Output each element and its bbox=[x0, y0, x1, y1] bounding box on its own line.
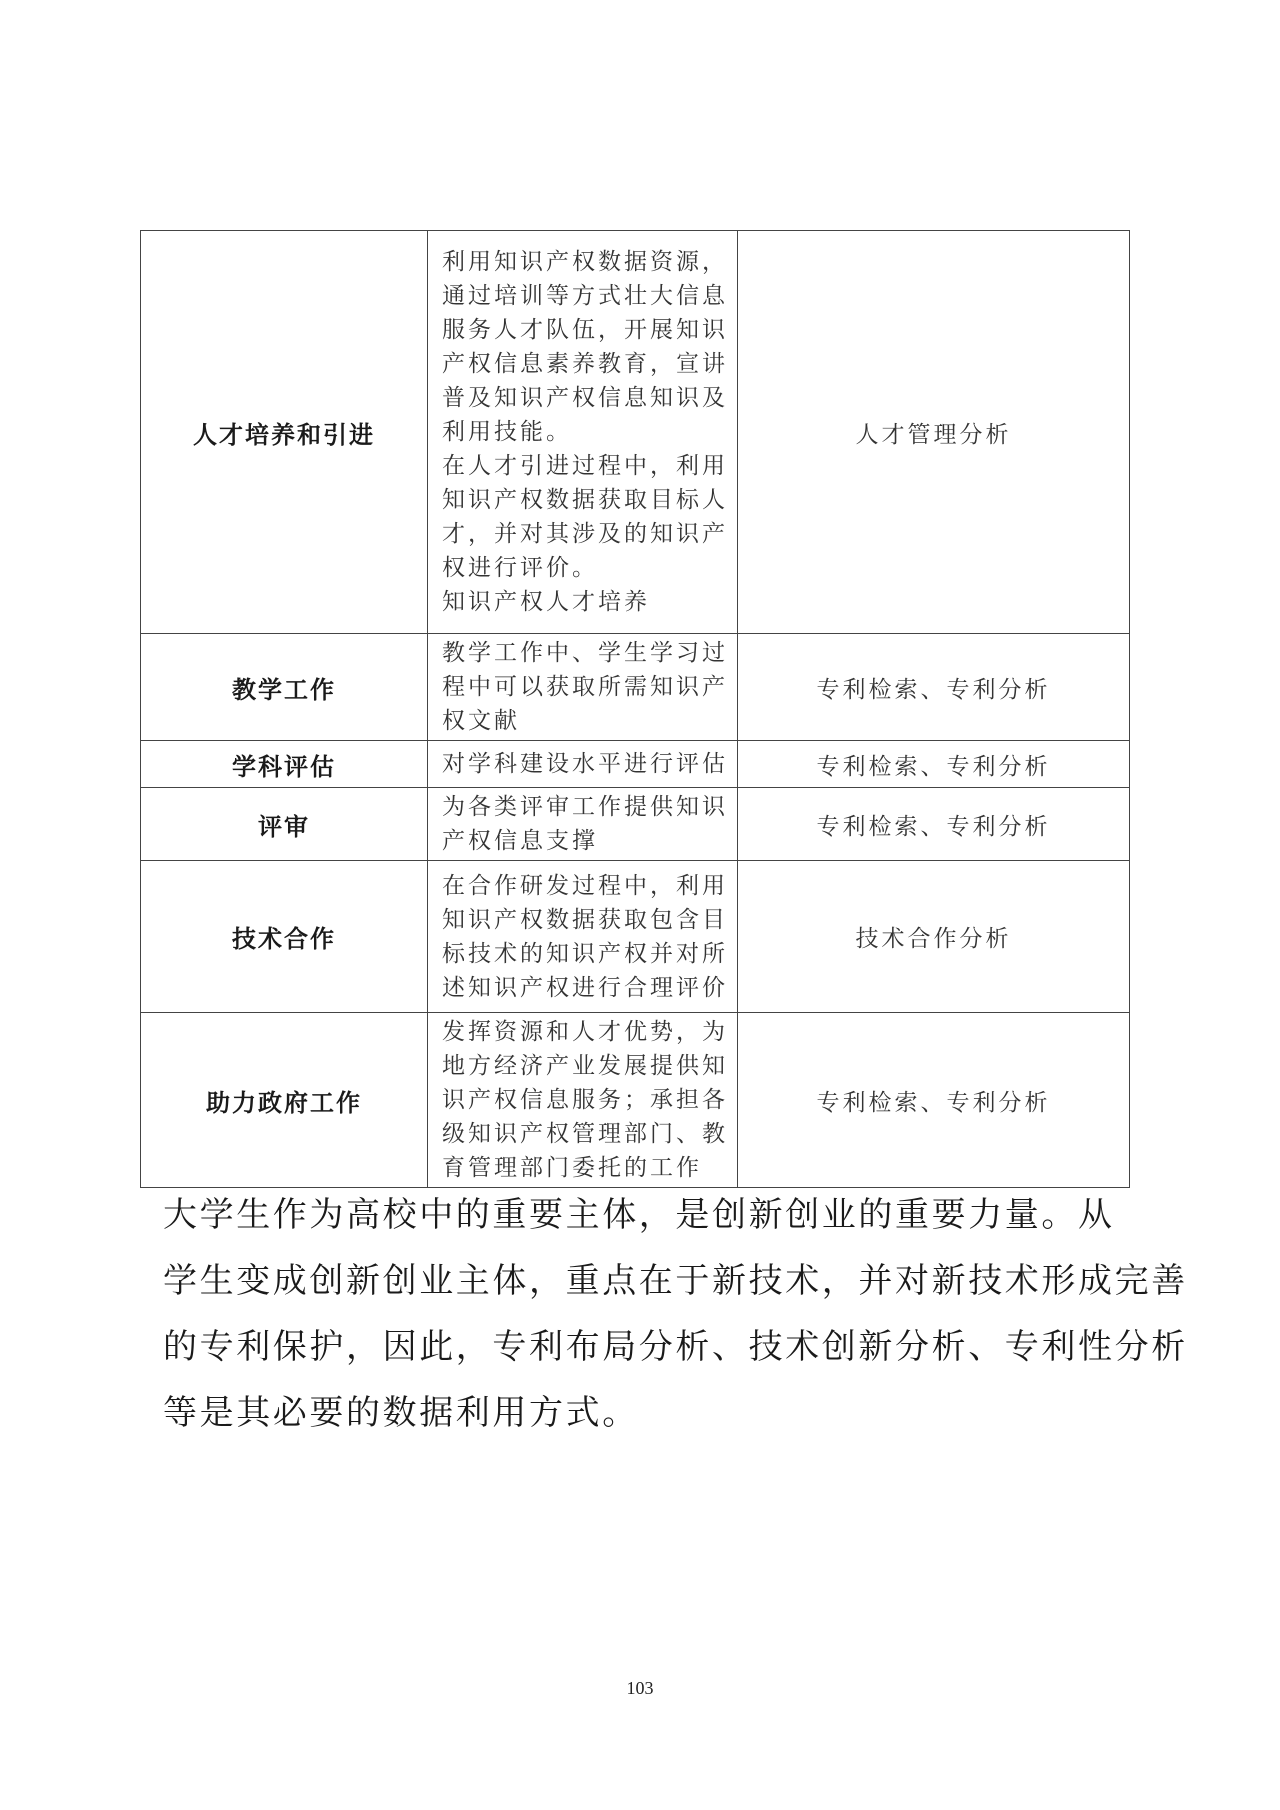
description-line: 地方经济产业发展提供知 bbox=[442, 1053, 728, 1079]
description-cell bbox=[428, 741, 738, 788]
method-cell: 专利检索、专利分析 bbox=[738, 634, 1130, 741]
body-paragraph bbox=[163, 1182, 1188, 1446]
description-line: 权文献 bbox=[442, 708, 520, 734]
description-line: 教学工作中、学生学习过 bbox=[442, 640, 728, 666]
paragraph-line: 等是其必要的数据利用方式。 bbox=[163, 1393, 639, 1433]
description-line: 权进行评价。 bbox=[442, 555, 598, 581]
description-line: 才，并对其涉及的知识产 bbox=[442, 521, 728, 547]
description-line: 通过培训等方式壮大信息 bbox=[442, 283, 728, 309]
description-cell bbox=[428, 861, 738, 1013]
category-cell: 学科评估 bbox=[141, 741, 428, 788]
description-line: 产权信息素养教育，宣讲 bbox=[442, 351, 728, 377]
description-line: 标技术的知识产权并对所 bbox=[442, 940, 728, 967]
description-line: 程中可以获取所需知识产 bbox=[442, 674, 728, 700]
method-cell: 技术合作分析 bbox=[738, 861, 1130, 1013]
application-table bbox=[140, 230, 1130, 1188]
category-cell: 人才培养和引进 bbox=[141, 231, 428, 634]
description-cell bbox=[428, 231, 738, 634]
method-cell: 专利检索、专利分析 bbox=[738, 741, 1130, 788]
category-cell: 教学工作 bbox=[141, 634, 428, 741]
description-line: 利用知识产权数据资源， bbox=[442, 249, 728, 275]
description-line: 普及知识产权信息知识及 bbox=[442, 385, 728, 411]
description-line: 发挥资源和人才优势，为 bbox=[442, 1019, 728, 1045]
paragraph-line: 大学生作为高校中的重要主体，是创新创业的重要力量。从 bbox=[163, 1195, 1115, 1235]
table-body bbox=[141, 231, 1130, 1188]
table-row bbox=[141, 788, 1130, 861]
table-row bbox=[141, 231, 1130, 634]
method-cell: 专利检索、专利分析 bbox=[738, 788, 1130, 861]
description-line: 级知识产权管理部门、教 bbox=[442, 1121, 728, 1147]
page-number: 103 bbox=[626, 1678, 654, 1698]
description-line: 知识产权数据获取包含目 bbox=[442, 906, 728, 933]
method-cell: 专利检索、专利分析 bbox=[738, 1013, 1130, 1188]
category-cell: 评审 bbox=[141, 788, 428, 861]
description-cell bbox=[428, 634, 738, 741]
method-cell: 人才管理分析 bbox=[738, 231, 1130, 634]
description-cell bbox=[428, 1013, 738, 1188]
description-line: 知识产权数据获取目标人 bbox=[442, 487, 728, 513]
description-line: 对学科建设水平进行评估 bbox=[442, 751, 728, 777]
table-row bbox=[141, 861, 1130, 1013]
description-line: 在人才引进过程中，利用 bbox=[442, 453, 728, 479]
description-line: 为各类评审工作提供知识 bbox=[442, 794, 728, 820]
description-line: 识产权信息服务；承担各 bbox=[442, 1087, 728, 1113]
category-cell: 助力政府工作 bbox=[141, 1013, 428, 1188]
description-line: 利用技能。 bbox=[442, 419, 572, 445]
table-row bbox=[141, 741, 1130, 788]
description-line: 育管理部门委托的工作 bbox=[442, 1155, 702, 1181]
table-row bbox=[141, 634, 1130, 741]
description-cell bbox=[428, 788, 738, 861]
description-line: 服务人才队伍，开展知识 bbox=[442, 317, 728, 343]
paragraph-line: 的专利保护，因此，专利布局分析、技术创新分析、专利性分析 bbox=[163, 1327, 1188, 1367]
category-cell: 技术合作 bbox=[141, 861, 428, 1013]
description-line: 述知识产权进行合理评价 bbox=[442, 974, 728, 1001]
table-row bbox=[141, 1013, 1130, 1188]
paragraph-line: 学生变成创新创业主体，重点在于新技术，并对新技术形成完善 bbox=[163, 1261, 1188, 1301]
description-line: 产权信息支撑 bbox=[442, 828, 598, 854]
description-line: 知识产权人才培养 bbox=[442, 589, 650, 615]
description-line: 在合作研发过程中，利用 bbox=[442, 872, 728, 899]
